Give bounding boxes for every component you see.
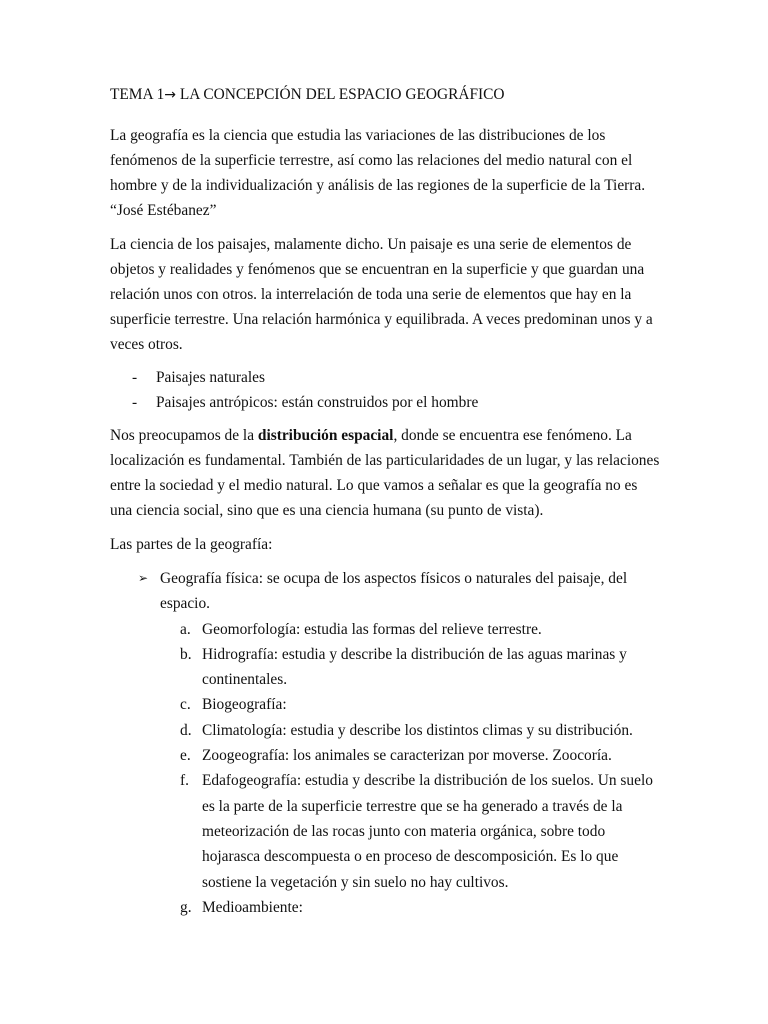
item-text: Biogeografía: — [202, 696, 287, 714]
list-item-text: Paisajes antrópicos: están construidos por el hombre — [156, 393, 479, 411]
list-item — [160, 743, 662, 768]
list-item — [160, 718, 662, 743]
item-letter: e. — [180, 747, 191, 765]
parts-heading: Las partes de la geografía: — [110, 536, 273, 553]
item-letter: a. — [180, 620, 191, 638]
list-item — [160, 617, 662, 642]
arrow-right-icon: → — [164, 87, 177, 103]
list-item — [160, 895, 662, 920]
geography-parts-list — [110, 566, 662, 920]
list-item — [110, 391, 662, 416]
item-letter: c. — [180, 696, 191, 714]
item-text: Zoogeografía: los animales se caracterizan por moverse. Zoocoría. — [202, 747, 612, 765]
list-item — [110, 566, 662, 920]
document-title — [110, 82, 662, 108]
definition-author: “José Estébanez” — [110, 202, 217, 219]
landscape-types-list — [110, 366, 662, 415]
list-item — [110, 366, 662, 391]
landscape-paragraph: La ciencia de los paisajes, malamente dicho. Un paisaje es una serie de elementos de objetos y realidades y fenómenos que se encuentran en la superficie y que guardan una relación unos con otros. la interrelación de toda una serie de elementos que hay en la superficie terrestre. Una relación harmónica y equilibrada. A veces predominan unos y a veces otros. — [110, 236, 653, 353]
definition-paragraph — [110, 123, 662, 223]
item-letter: b. — [180, 645, 192, 663]
list-item-text: Paisajes naturales — [156, 369, 265, 386]
definition-text: La geografía es la ciencia que estudia las variaciones de las distribuciones de los fenómenos de la superficie terrestre, así como las relaciones del medio natural con el hombre y de la individualización y análisis de las regiones de la superficie de la Tierra. — [110, 127, 646, 194]
dash-bullet: - — [132, 369, 138, 386]
list-item — [160, 642, 662, 693]
item-letter: d. — [180, 721, 192, 739]
bold-term: distribución espacial — [257, 427, 394, 444]
physical-geography-sublist — [160, 617, 662, 921]
item-text: Edafogeografía: estudia y describe la distribución de los suelos. Un suelo es la parte de la superficie terrestre que se ha generado a través de la meteorización de las rocas junto con materia orgánica, sobre todo hojarasca descompuesta o en proceso de descomposición. Es lo que sostiene la vegetación y sin suelo no hay cultivos. — [202, 772, 653, 891]
item-letter: f. — [180, 772, 189, 790]
paragraph-text: Nos preocupamos de la — [110, 427, 258, 444]
item-text: Hidrografía: estudia y describe la distribución de las aguas marinas y continentales. — [202, 645, 627, 689]
item-letter: g. — [180, 898, 192, 916]
item-text: Geomorfología: estudia las formas del relieve terrestre. — [202, 620, 542, 638]
item-text: Medioambiente: — [202, 898, 303, 916]
item-text: Climatología: estudia y describe los distintos climas y su distribución. — [202, 721, 633, 739]
title-prefix: TEMA 1 — [110, 86, 165, 103]
dash-bullet: - — [132, 393, 138, 411]
title-text: LA CONCEPCIÓN DEL ESPACIO GEOGRÁFICO — [176, 86, 505, 103]
spatial-distribution-paragraph — [110, 423, 662, 523]
paragraph-text: , donde se encuentra ese fenómeno. La localización es fundamental. También de las particularidades de un lugar, y las relaciones entre la sociedad y el medio natural. Lo que vamos a señalar es que la geografía no es una ciencia social, sino que es una ciencia humana (su punto de vista). — [110, 427, 660, 519]
arrowhead-bullet-icon: ➢ — [138, 571, 149, 585]
list-item — [160, 768, 662, 894]
section-text: Geografía física: se ocupa de los aspectos físicos o naturales del paisaje, del espacio. — [160, 570, 628, 613]
list-item — [160, 692, 662, 717]
document-page — [110, 82, 662, 920]
